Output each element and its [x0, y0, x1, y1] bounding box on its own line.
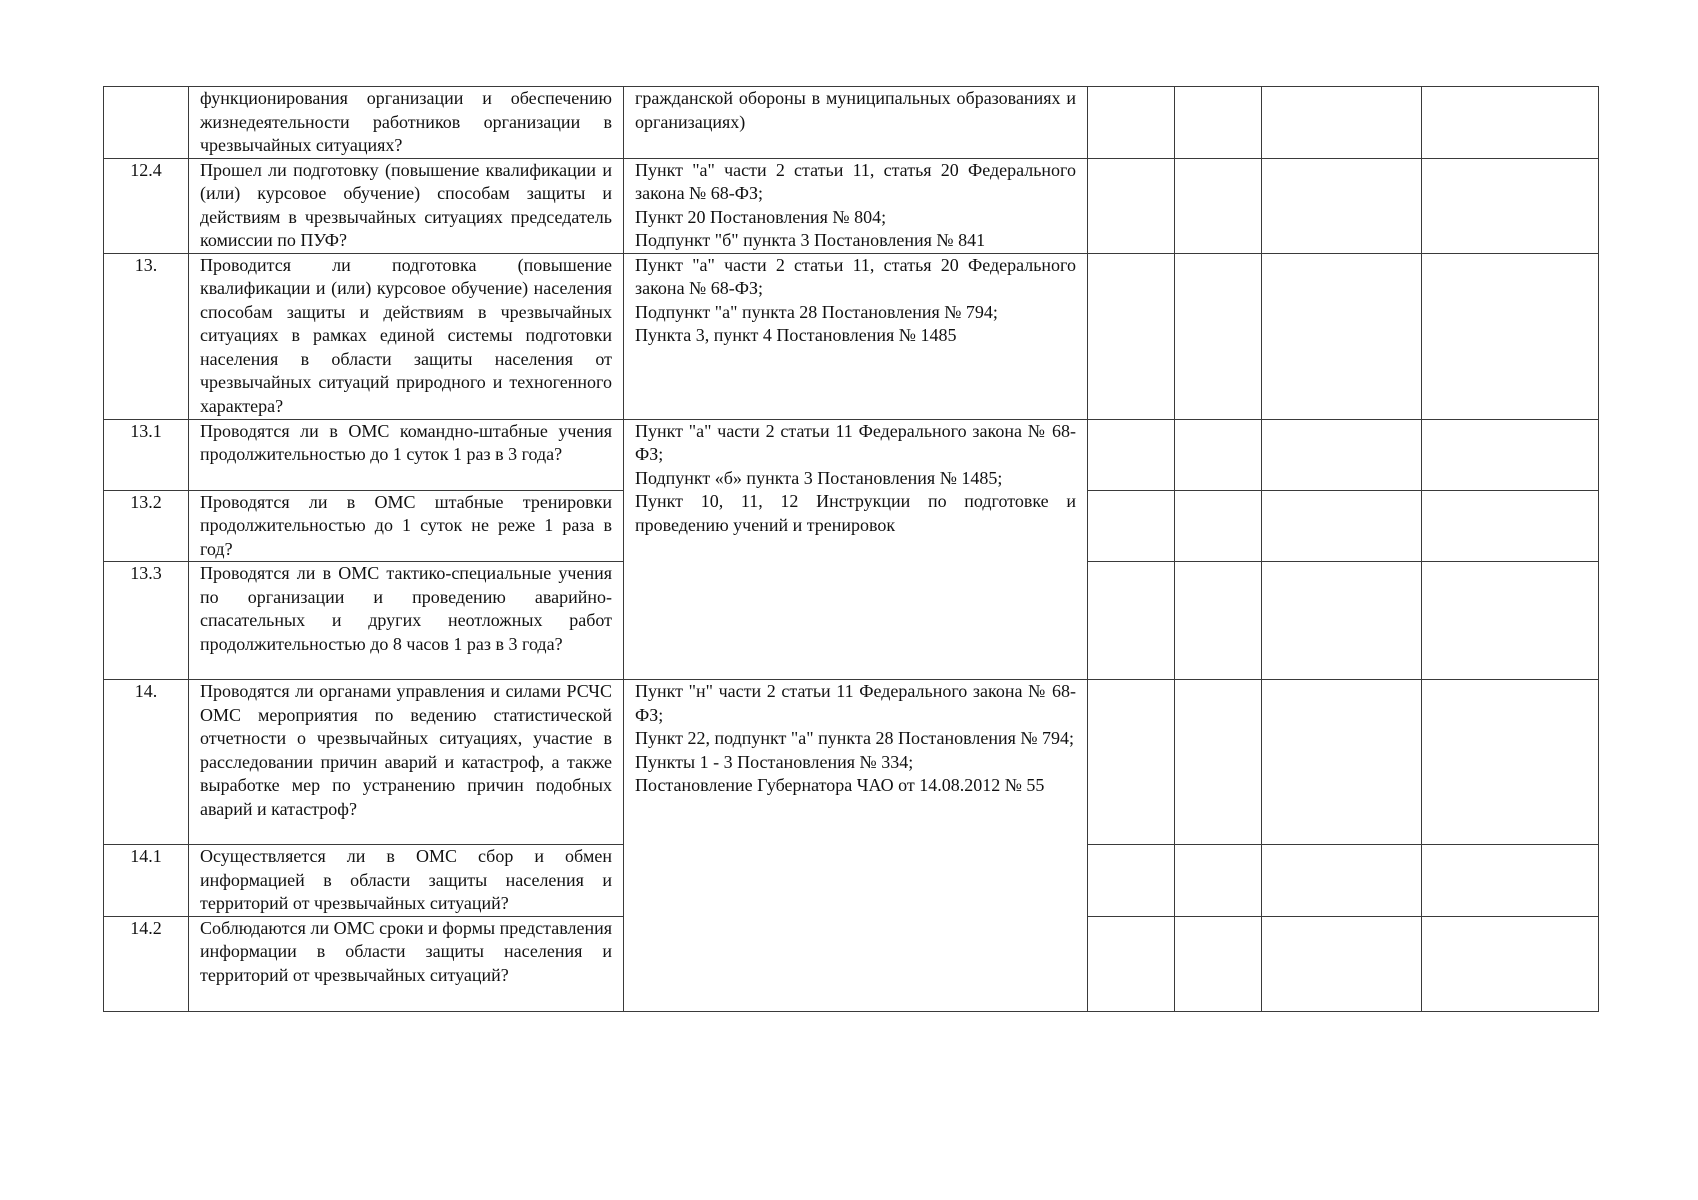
table-row	[104, 253, 1599, 419]
answer-cell-no	[1175, 490, 1262, 562]
question-cell	[189, 562, 624, 680]
answer-cell-yes	[1088, 916, 1175, 1011]
question-cell	[189, 253, 624, 419]
answer-cell-no	[1175, 562, 1262, 680]
reference-line: Пункт 22, подпункт "а" пункта 28 Постановления № 794;	[635, 728, 1075, 748]
reference-cell	[624, 158, 1088, 253]
reference-cell	[624, 419, 1088, 680]
notes-cell	[1422, 253, 1599, 419]
notes-cell	[1422, 916, 1599, 1011]
question-text: Соблюдаются ли ОМС сроки и формы представления информации в области защиты населения и территорий от чрезвычайных ситуаций?	[200, 917, 612, 985]
reference-line: Подпункт «б» пункта 3 Постановления № 1485;	[635, 467, 1003, 488]
question-text: Прошел ли подготовку (повышение квалификации и (или) курсовое обучение) способам защиты и действиям в чрезвычайных ситуациях председатель комиссии по ПУФ?	[200, 159, 612, 250]
answer-cell-yes	[1088, 87, 1175, 159]
notes-cell	[1422, 490, 1599, 562]
answer-cell-yes	[1088, 253, 1175, 419]
table-row	[104, 680, 1599, 845]
answer-cell-na	[1262, 845, 1422, 917]
question-cell	[189, 845, 624, 917]
answer-cell-na	[1262, 562, 1422, 680]
answer-cell-na	[1262, 916, 1422, 1011]
notes-cell	[1422, 87, 1599, 159]
answer-cell-na	[1262, 87, 1422, 159]
question-cell	[189, 419, 624, 490]
answer-cell-no	[1175, 680, 1262, 845]
answer-cell-no	[1175, 916, 1262, 1011]
row-number: 13.1	[104, 419, 189, 490]
notes-cell	[1422, 562, 1599, 680]
reference-line: Пункт 10, 11, 12 Инструкции по подготовке и проведению учений и тренировок	[635, 491, 1076, 535]
row-number: 13.2	[104, 490, 189, 562]
table-row	[104, 419, 1599, 490]
notes-cell	[1422, 845, 1599, 917]
answer-cell-no	[1175, 87, 1262, 159]
question-text: Проводятся ли в ОМС командно-штабные учения продолжительностью до 1 суток 1 раз в 3 года?	[200, 420, 612, 464]
question-cell	[189, 490, 624, 562]
question-cell	[189, 87, 624, 159]
notes-cell	[1422, 419, 1599, 490]
checklist-table	[103, 86, 1599, 1012]
table-row	[104, 158, 1599, 253]
answer-cell-no	[1175, 419, 1262, 490]
reference-line: Пункта 3, пункт 4 Постановления № 1485	[635, 325, 957, 345]
question-cell	[189, 158, 624, 253]
reference-line: Подпункт "б" пункта 3 Постановления № 841	[635, 230, 986, 250]
reference-cell	[624, 680, 1088, 1012]
notes-cell	[1422, 680, 1599, 845]
row-number: 13.	[104, 253, 189, 419]
question-cell	[189, 680, 624, 845]
answer-cell-no	[1175, 845, 1262, 917]
question-cell	[189, 916, 624, 1011]
reference-line: Подпункт "а" пункта 28 Постановления № 794;	[635, 301, 998, 322]
reference-line: Пункт 20 Постановления № 804;	[635, 206, 887, 227]
answer-cell-yes	[1088, 562, 1175, 680]
answer-cell-yes	[1088, 158, 1175, 253]
answer-cell-no	[1175, 253, 1262, 419]
question-text: Проводятся ли в ОМС тактико-специальные учения по организации и проведению аварийно-спасательных и других неотложных работ продолжительностью до 8 часов 1 раз в 3 года?	[200, 563, 612, 654]
question-text: функционирования организации и обеспечению жизнедеятельности работников организации в чрезвычайных ситуациях?	[200, 88, 612, 155]
notes-cell	[1422, 158, 1599, 253]
answer-cell-yes	[1088, 490, 1175, 562]
reference-cell	[624, 87, 1088, 159]
reference-line: Пункт "а" части 2 статьи 11 Федерального закона № 68-ФЗ;	[635, 420, 1076, 464]
row-number: 14.	[104, 680, 189, 845]
question-text: Проводятся ли органами управления и силами РСЧС ОМС мероприятия по ведению статистической отчетности о чрезвычайных ситуациях, участие в расследовании причин аварий и катастроф, а также выработке мер по устранению причин подобных аварий и катастроф?	[200, 681, 612, 819]
row-number: 14.1	[104, 845, 189, 917]
row-number: 14.2	[104, 916, 189, 1011]
reference-line: Пункт "а" части 2 статьи 11, статья 20 Федерального закона № 68-ФЗ;	[635, 159, 1076, 203]
reference-line: гражданской обороны в муниципальных образованиях и организациях)	[635, 88, 1076, 132]
question-text: Осуществляется ли в ОМС сбор и обмен информацией в области защиты населения и территорий от чрезвычайных ситуаций?	[200, 846, 612, 913]
answer-cell-na	[1262, 490, 1422, 562]
question-text: Проводится ли подготовка (повышение квалификации и (или) курсовое обучение) населения способам защиты и действиям в чрезвычайных ситуациях в рамках единой системы подготовки населения в области защиты населения от чрезвычайных ситуаций природного и техногенного характера?	[200, 254, 612, 416]
row-number	[104, 87, 189, 159]
row-number: 13.3	[104, 562, 189, 680]
answer-cell-yes	[1088, 845, 1175, 917]
reference-line: Пункт "н" части 2 статьи 11 Федерального закона № 68-ФЗ;	[635, 681, 1076, 725]
table-row	[104, 87, 1599, 159]
answer-cell-na	[1262, 253, 1422, 419]
answer-cell-yes	[1088, 419, 1175, 490]
reference-line: Пункты 1 - 3 Постановления № 334;	[635, 751, 914, 772]
reference-line: Пункт "а" части 2 статьи 11, статья 20 Федерального закона № 68-ФЗ;	[635, 254, 1076, 298]
reference-line: Постановление Губернатора ЧАО от 14.08.2012 № 55	[635, 775, 1045, 795]
checklist-page	[103, 86, 1598, 1012]
question-text: Проводятся ли в ОМС штабные тренировки продолжительностью до 1 суток не реже 1 раза в год?	[200, 491, 612, 559]
answer-cell-yes	[1088, 680, 1175, 845]
answer-cell-na	[1262, 158, 1422, 253]
reference-cell	[624, 253, 1088, 419]
answer-cell-no	[1175, 158, 1262, 253]
answer-cell-na	[1262, 419, 1422, 490]
row-number: 12.4	[104, 158, 189, 253]
answer-cell-na	[1262, 680, 1422, 845]
